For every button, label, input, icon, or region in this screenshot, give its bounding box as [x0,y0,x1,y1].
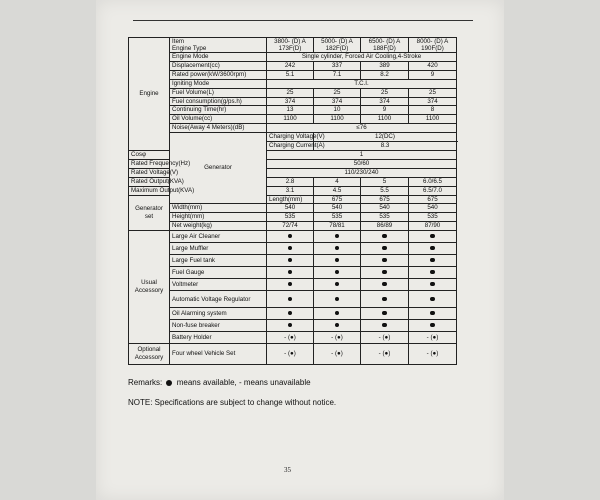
available-dot [382,270,387,275]
remarks-text: means available, - means unavailable [176,378,311,387]
available-dot [430,270,435,275]
model-col-1: 3800- (D) A 173F(D) [267,38,314,53]
model-col-2: 5000- (D) A 182F(D) [314,38,361,53]
available-dot [288,297,293,302]
table-row: Cosφ 1 [129,150,457,159]
section-usual-accessory: Usual Accessory [129,231,170,344]
table-row: Oil Alarming system [129,308,457,320]
table-row: Maximum Output(KVA) 3.1 4.5 5.5 6.5/7.0 [129,186,457,195]
available-dot [382,282,387,287]
available-dot [382,311,387,316]
table-row: Large Fuel tank [129,255,457,267]
available-dot [335,297,340,302]
available-dot [430,311,435,316]
available-dot [335,311,340,316]
table-row: Fuel consumption(g/ps.h) 374 374 374 374 [129,97,457,106]
table-row: Voltmeter [129,279,457,291]
table-row: Large Muffler [129,243,457,255]
table-row: Optional Accessory Four wheel Vehicle Set - (●) - (●) - (●) - (●) [129,344,457,365]
table-row: Non-fuse breaker [129,320,457,332]
table-row: Battery Holder - (●) - (●) - (●) - (●) [129,332,457,344]
table-row: Net weight(kg) 72/74 78/81 86/89 87/90 [129,222,457,231]
available-dot [382,246,387,251]
remarks-prefix: Remarks: [128,378,163,387]
available-dot [382,258,387,263]
available-dot [288,323,293,328]
available-dot [430,282,435,287]
available-dot [430,297,435,302]
available-dot [335,323,340,328]
section-engine: Engine [129,38,170,151]
available-dot [430,323,435,328]
table-row: Displacement(cc) 242 337 389 420 [129,61,457,70]
spec-table [128,37,457,365]
table-row: Height(mm) 535 535 535 535 [129,213,457,222]
table-row: Engine Mode Single cylinder, Forced Air Cooling,4-Stroke [129,53,457,62]
table-row: Usual Accessory Large Air Cleaner [129,231,457,243]
header-rule [133,20,473,21]
available-dot [288,246,293,251]
available-dot [382,234,387,239]
table-row: Oil Volume(cc) 1100 1100 1100 1100 [129,115,457,124]
table-row: Rated Frequency(Hz) 50/60 [129,159,457,168]
table-row: Width(mm) 540 540 540 540 [129,204,457,213]
table-row: Rated power(kW/3600rpm) 5.1 7.1 8.2 9 [129,70,457,79]
available-dot [430,258,435,263]
available-dot [288,311,293,316]
available-dot-icon [166,380,172,386]
table-row: Fuel Volume(L) 25 25 25 25 [129,88,457,97]
table-header-row [129,38,457,53]
header-item-label: Item Engine Type [170,38,267,53]
table-row: Continuing Time(hr) 13 10 9 8 [129,106,457,115]
available-dot [335,246,340,251]
available-dot [288,270,293,275]
available-dot [288,234,293,239]
remarks-line [128,378,311,387]
table-row: Charging Current(A) 8.3 [129,142,457,151]
table-row: Rated Voltage(V) 110/230/240 [129,168,457,177]
table-row: Generator set Length(mm) 675 675 675 [129,195,457,204]
table-row: Automatic Voltage Regulator [129,291,457,308]
table-row: Fuel Gauge [129,267,457,279]
table-row: Noise(Away 4 Meters)(dB) ≤76 [129,124,457,133]
section-optional-accessory: Optional Accessory [129,344,170,365]
note-line: NOTE: Specifications are subject to change without notice. [128,398,337,407]
table-row: Rated Output(KVA) 2.8 4 5 6.0/6.5 [129,177,457,186]
available-dot [335,270,340,275]
available-dot [335,234,340,239]
available-dot [288,258,293,263]
page-number: 35 [284,466,291,474]
available-dot [430,234,435,239]
table-row: Generator Charging Voltage(V) 12(DC) [129,133,457,142]
section-generator-set: Generator set [129,195,170,231]
available-dot [430,246,435,251]
available-dot [335,258,340,263]
table-row: Igniting Mode T.C.I. [129,79,457,88]
available-dot [335,282,340,287]
available-dot [288,282,293,287]
available-dot [382,323,387,328]
section-generator: Generator [170,133,267,204]
model-col-4: 8000- (D) A 190F(D) [409,38,457,53]
model-col-3: 6500- (D) A 188F(D) [361,38,409,53]
available-dot [382,297,387,302]
